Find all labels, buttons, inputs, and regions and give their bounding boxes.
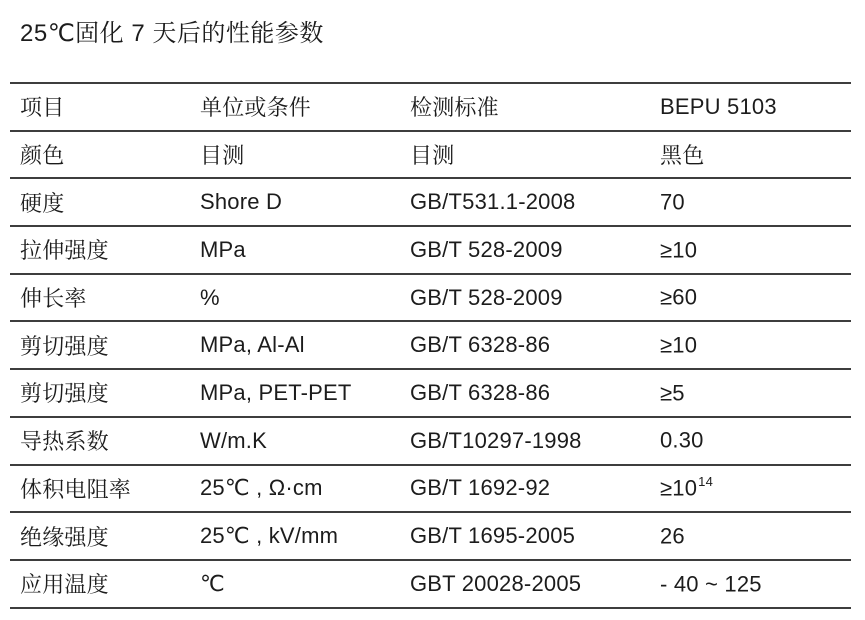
row-item-cell: 颜色 (20, 143, 65, 169)
row-value-text: ≥60 (660, 284, 698, 310)
row-standard-cell: GB/T10297-1998 (410, 427, 582, 453)
page-title: 25℃固化 7 天后的性能参数 (20, 20, 324, 47)
row-item-cell: 伸长率 (20, 286, 87, 312)
row-item-cell: 绝缘强度 (20, 524, 109, 550)
table-header-row (10, 84, 851, 132)
row-unit-cell: MPa, PET-PET (200, 379, 352, 405)
row-value-text: 70 (660, 189, 685, 215)
row-value-cell (660, 237, 851, 263)
row-unit-cell: 目测 (200, 143, 245, 169)
row-value-cell (660, 380, 851, 406)
table-body (10, 132, 851, 609)
row-value-cell (660, 332, 851, 358)
row-unit-cell: % (200, 284, 220, 310)
row-standard-cell: GB/T 6328-86 (410, 332, 551, 358)
column-header-item: 项目 (20, 95, 65, 121)
table-row (10, 561, 851, 609)
column-header-standard: 检测标准 (410, 95, 499, 121)
table-row (10, 179, 851, 227)
row-value-cell (660, 284, 851, 310)
performance-parameters-table (10, 82, 851, 609)
column-header-product: BEPU 5103 (660, 93, 777, 119)
row-item-cell: 体积电阻率 (20, 476, 132, 502)
row-unit-cell: MPa, Al-Al (200, 332, 305, 358)
table-row (10, 322, 851, 370)
row-standard-cell: 目测 (410, 143, 455, 169)
row-value-text: 黑色 (660, 143, 705, 169)
row-value-text: - 40 ~ 125 (660, 570, 762, 596)
row-value-text: 0.30 (660, 427, 704, 453)
row-item-cell: 硬度 (20, 190, 65, 216)
row-value-text: ≥5 (660, 380, 685, 406)
row-item-cell: 剪切强度 (20, 381, 109, 407)
row-unit-cell: Shore D (200, 189, 283, 215)
column-header-unit: 单位或条件 (200, 95, 312, 121)
row-unit-cell: 25℃ , Ω·cm (200, 475, 323, 501)
row-value-superscript: 14 (698, 474, 714, 490)
row-value-cell (660, 571, 851, 597)
row-unit-cell: MPa (200, 236, 246, 262)
row-value-cell (660, 189, 851, 215)
row-item-cell: 拉伸强度 (20, 238, 109, 264)
row-standard-cell: GB/T 1695-2005 (410, 523, 576, 549)
row-value-cell (660, 139, 851, 170)
row-value-cell (660, 523, 851, 549)
row-standard-cell: GB/T531.1-2008 (410, 189, 576, 215)
row-value-text: ≥10 (660, 475, 698, 501)
row-unit-cell: W/m.K (200, 427, 267, 453)
row-standard-cell: GB/T 1692-92 (410, 475, 551, 501)
row-standard-cell: GB/T 528-2009 (410, 236, 563, 262)
row-value-text: ≥10 (660, 237, 698, 263)
row-value-text: 26 (660, 523, 685, 549)
row-item-cell: 导热系数 (20, 429, 109, 455)
row-value-text: ≥10 (660, 332, 698, 358)
row-standard-cell: GB/T 528-2009 (410, 284, 563, 310)
row-standard-cell: GBT 20028-2005 (410, 570, 582, 596)
table-row (10, 275, 851, 323)
row-unit-cell: ℃ (200, 570, 225, 596)
row-item-cell: 剪切强度 (20, 333, 109, 359)
row-standard-cell: GB/T 6328-86 (410, 379, 551, 405)
table-row (10, 370, 851, 418)
table-row (10, 132, 851, 180)
table-row (10, 418, 851, 466)
table-row (10, 466, 851, 514)
row-value-cell (660, 427, 851, 453)
table-row (10, 227, 851, 275)
table-row (10, 513, 851, 561)
row-item-cell: 应用温度 (20, 572, 109, 598)
row-value-cell (660, 475, 851, 501)
row-unit-cell: 25℃ , kV/mm (200, 523, 339, 549)
